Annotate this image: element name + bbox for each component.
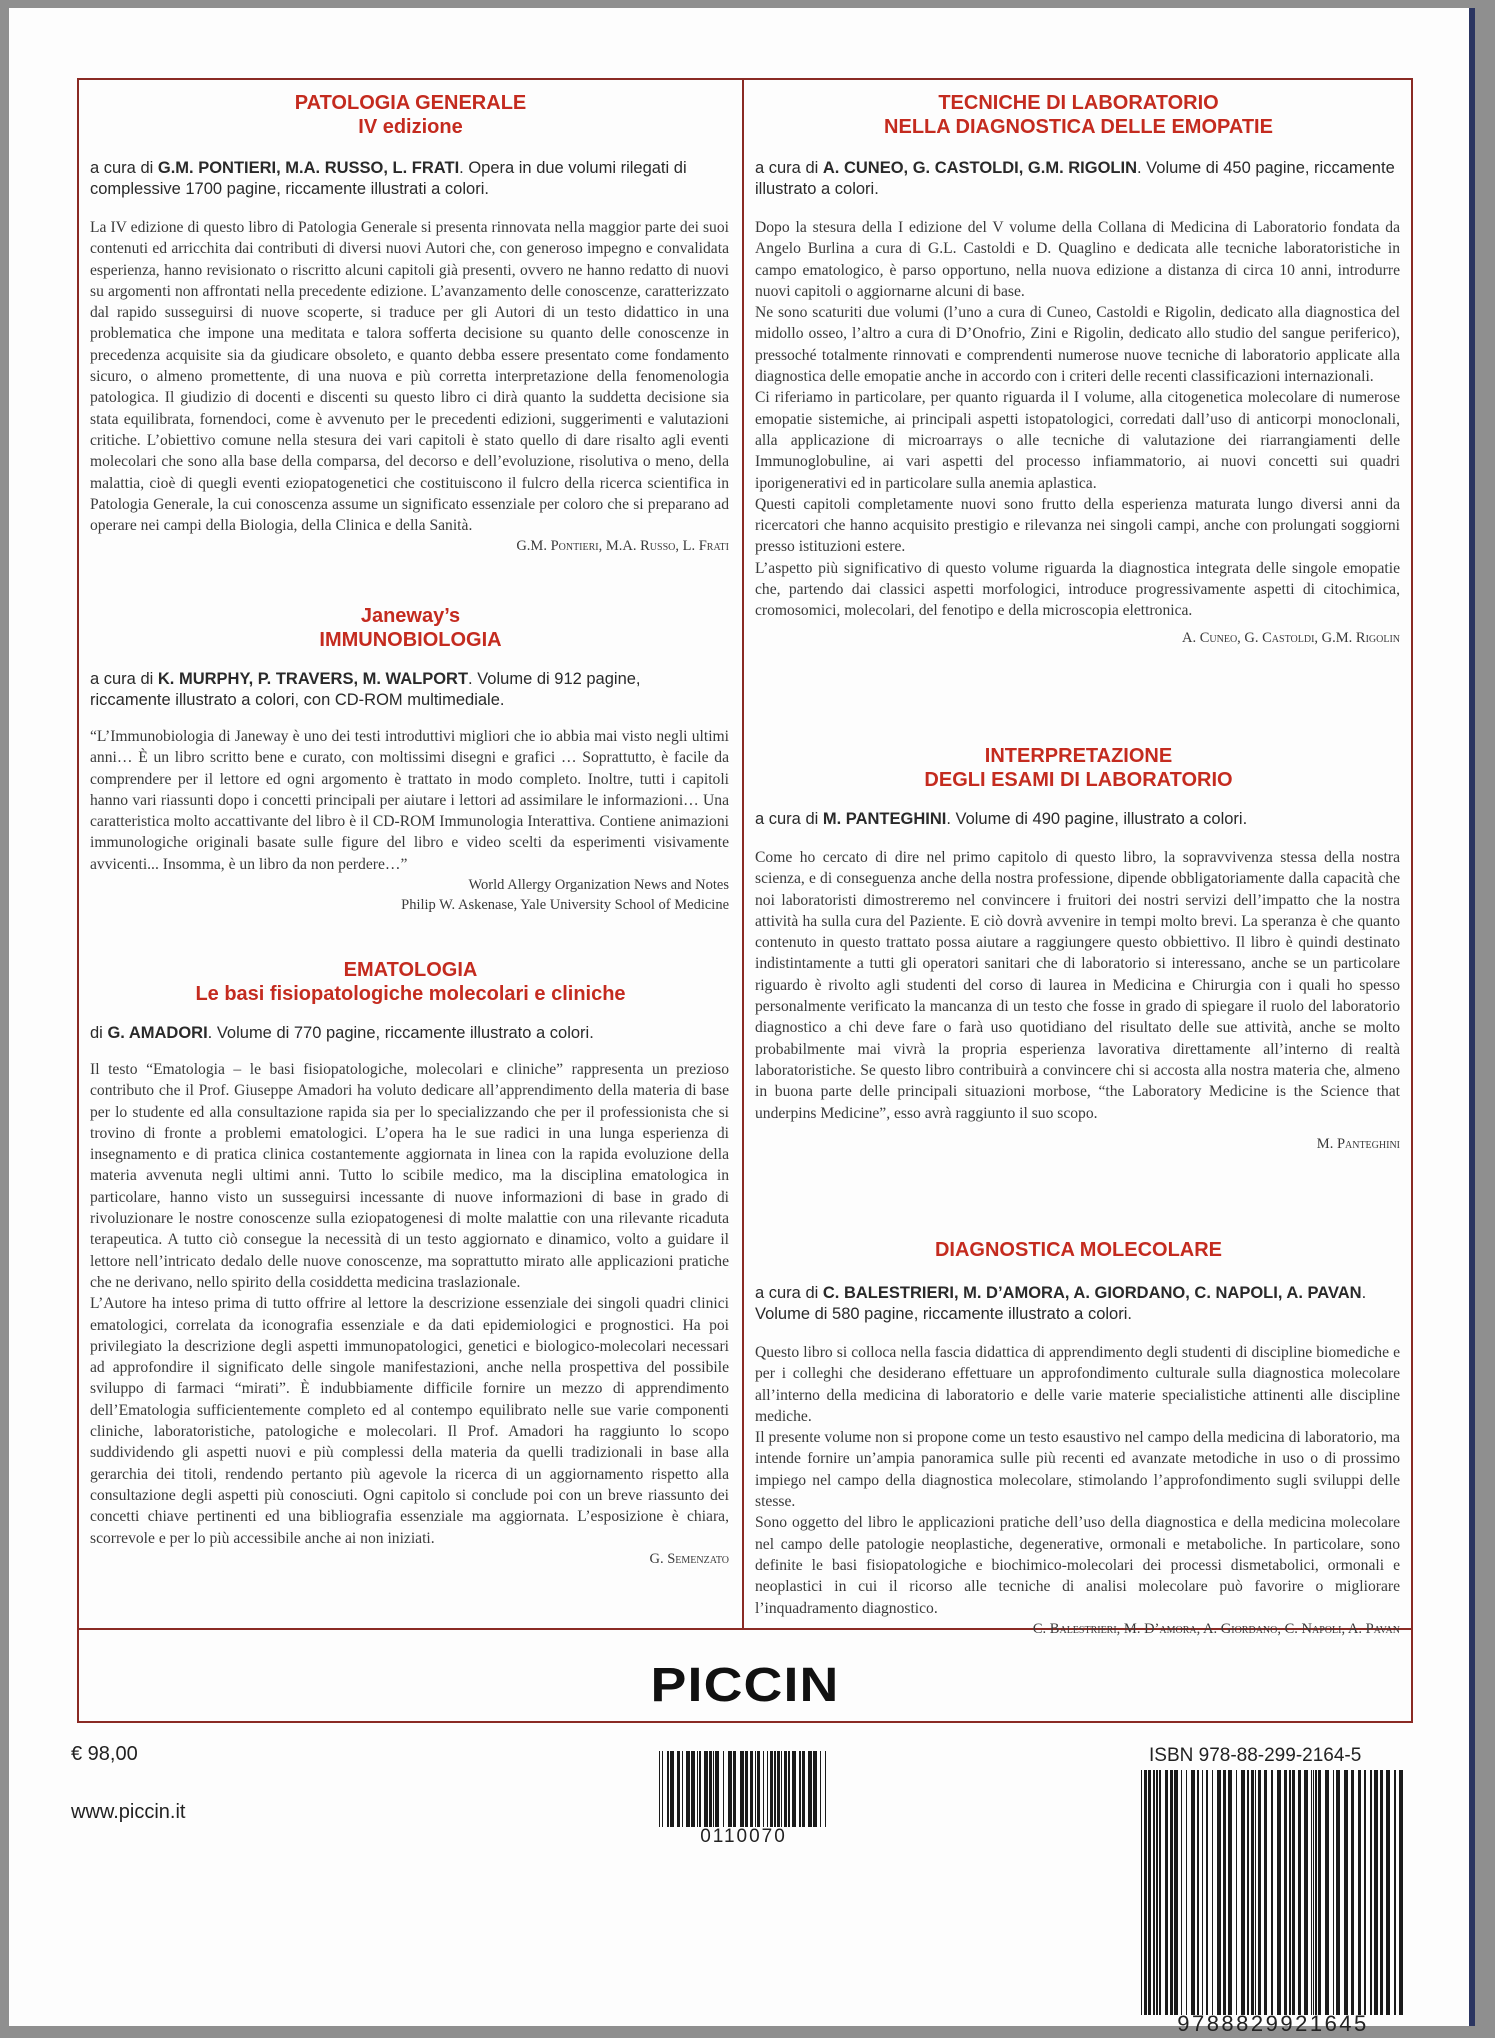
barcode-bar (755, 1751, 756, 1827)
byline-authors: G.M. PONTIERI, M.A. RUSSO, L. FRATI (157, 159, 460, 177)
barcode-bar (1144, 1770, 1147, 2015)
barcode-bar (1380, 1770, 1383, 2015)
book-byline (744, 158, 1413, 200)
barcode-bar (792, 1751, 796, 1827)
byline-prefix: a cura di (755, 1284, 823, 1302)
barcode-bar (799, 1751, 801, 1827)
barcode-bar (1364, 1770, 1366, 2015)
barcode-bar (788, 1751, 790, 1827)
byline-authors: A. CUNEO, G. CASTOLDI, G.M. RIGOLIN (822, 159, 1137, 177)
barcode-bar (733, 1751, 736, 1827)
barcode-bar (1399, 1770, 1403, 2015)
barcode-bar (1174, 1770, 1178, 2015)
book-description (744, 1342, 1413, 1619)
barcode-bar (1289, 1770, 1291, 2015)
barcode-bar (1344, 1770, 1348, 2015)
barcode-bar (1170, 1770, 1173, 2015)
title-line: IMMUNOBIOLOGIA (319, 629, 502, 651)
title-line: DEGLI ESAMI DI LABORATORIO (924, 769, 1233, 791)
byline-prefix: a cura di (90, 670, 158, 688)
barcode-bar (1333, 1770, 1334, 2015)
book-description (79, 1059, 742, 1549)
barcode-bar (662, 1751, 663, 1827)
barcode-bar (1159, 1770, 1161, 2015)
byline-prefix: a cura di (755, 159, 823, 177)
byline-details: . Volume di 450 pagine, riccamente illustrato a colori. (755, 159, 1395, 198)
signature: Philip W. Askenase, Yale University School of Medicine (401, 897, 729, 914)
description-paragraph: Il testo “Ematologia – le basi fisiopatologiche, molecolari e cliniche” rappresenta un prezioso contributo che il Prof. Giuseppe Amadori ha voluto dedicare all’apprendimento della materia di base per lo studente ed alla consultazione rapida sia per lo specializzando che per il professionista che si trovino di fronte a problemi ematologici. L’opera ha le sue radici in una lunga esperienza di insegnamento e di pratica clinica costantemente aggiornata in linea con la rapida evoluzione della materia avvenuta negli ultimi anni. Tutto lo scibile medico, ma la disciplina ematologica in particolare, hanno visto un susseguirsi incessante di nuove informazioni di base in grado di rivoluzionare le nostre conoscenze sulla eziopatogenesi di molte malattie con una rilevante ricaduta terapeutica. A tutto ciò consegue la necessità di un testo aggiornato e dinamico, volto a guidare il lettore nell’intricato dedalo delle nuove conoscenze, ma soprattutto mirato alle applicazioni pratiche che ne derivano, nello spirito della cosiddetta medicina traslazionale. (90, 1061, 729, 1291)
byline-prefix: a cura di (90, 159, 158, 177)
barcode-bar (699, 1751, 701, 1827)
website-link[interactable]: www.piccin.it (71, 1801, 186, 1823)
barcode-bar (691, 1751, 695, 1827)
description-paragraph: Questo libro si colloca nella fascia didattica di apprendimento degli studenti di discipline biomediche e per i colleghi che desiderano effettuare un approfondimento culturale sulla diagnostica molecolare all’interno della medicina di laboratorio e delle varie materie specialistiche attinenti alle discipline mediche. (755, 1344, 1400, 1425)
barcode-bar (1236, 1770, 1237, 2015)
byline-authors: M. PANTEGHINI (822, 810, 947, 828)
description-paragraph: Questi capitoli completamente nuovi sono frutto della esperienza maturata lungo diversi anni da ricercatori che hanno acquisito prestigio e rilevanza nei singoli campi, anche con prolungati soggiorni presso istituzioni estere. (755, 495, 1400, 556)
title-line: Le basi fisiopatologiche molecolari e cliniche (195, 983, 626, 1005)
book-byline (79, 158, 742, 200)
barcode-bar (802, 1751, 805, 1827)
book-immunobiologia (79, 604, 742, 915)
isbn-barcode (1139, 1770, 1407, 2015)
book-patologia-generale (79, 80, 742, 556)
price: € 98,00 (71, 1743, 138, 1765)
book-description (744, 217, 1413, 622)
barcode-bar (740, 1751, 744, 1827)
barcode-bar (713, 1751, 714, 1827)
barcode-bar (813, 1751, 817, 1827)
title-line: NELLA DIAGNOSTICA DELLE EMOPATIE (884, 116, 1273, 138)
barcode-bar (1264, 1770, 1267, 2015)
barcode-bar (677, 1751, 680, 1827)
barcode-bar (1217, 1770, 1221, 2015)
signature: A. Cuneo, G. Castoldi, G.M. Rigolin (1182, 629, 1400, 646)
title-line: PATOLOGIA GENERALE (294, 92, 527, 114)
description-paragraph: L’aspetto più significativo di questo volume riguarda la diagnostica integrata delle singole emopatie che, partendo dai classici aspetti morfologici, introduce progressivamente aspetti di citochimica, cromosomici, molecolari, del fenotipo e della microscopia elettronica. (755, 559, 1400, 620)
barcode-bar (1374, 1770, 1378, 2015)
book-diagnostica-molecolare (744, 1238, 1413, 1639)
barcode-bar (763, 1751, 764, 1827)
barcode-bar (1304, 1770, 1308, 2015)
internal-code-barcode (657, 1751, 830, 1827)
description-paragraph: La IV edizione di questo libro di Patologia Generale si presenta rinnovata nella maggior parte dei suoi contenuti ed arricchita dai contributi di diversi nuovi Autori che, con generoso impegno e convalidata esperienza, hanno revisionato o riscritto alcuni capitoli già presenti, ovvero ne hanno redatto di nuovi su argomenti non affrontati nella precedente edizione. L’avanzamento delle conoscenze, caratterizzato dal rapido susseguirsi di nuove scoperte, si traduce per gli Autori di un testo didattico in una problematica che impone una meditata e talora sofferta decisione su quanto delle conoscenze in precedenza acquisite sia da giudicare obsoleto, e quanto debba essere presentato come fondamento sicuro, o almeno promettente, di una nuova e più corretta interpretazione della fenomenologia patologica. Il giudizio di docenti e discenti su questo libro ci dirà quanto la suddetta decisione sia stata equilibrata, fornendoci, come è avvenuto per le precedenti edizioni, suggerimenti e valutazioni critiche. L’obiettivo comune nella stesura dei vari capitoli è stato quello di dare risalto agli eventi molecolari che sono alla base della comparsa, del decorso e dell’evoluzione, risolutiva o meno, della malattia, cioè di quegli eventi eziopatogenetici che costituiscono il fulcro della ricerca scientifica in Patologia Generale, la cui conoscenza assume un significato essenziale per coloro che si preparano ad operare nei campi della Biologia, della Clinica e della Sanità. (90, 219, 729, 535)
publisher-logo: PICCIN (650, 1659, 840, 1712)
barcode-bar (728, 1751, 732, 1827)
barcode-bar (1247, 1770, 1249, 2015)
book-description (79, 726, 742, 875)
title-line: EMATOLOGIA (343, 959, 478, 981)
description-paragraph: L’Autore ha inteso prima di tutto offrire al lettore la descrizione essenziale dei singoli quadri clinici ematologici, correlata da iconografia essenziale e da dati epidemiologici e prognostici. Ha poi privilegiato la descrizione degli aspetti immunopatologici, genetici e biologico-molecolari necessari ad approfondire il significato delle singole manifestazioni, anche nella prospettiva del possibile sviluppo di farmaci “mirati”. È indubbiamente difficile fornire un mezzo di apprendimento dell’Ematologia sufficientemente completo ed al contempo equilibrato nelle sue varie componenti cliniche, laboratoristiche, patologiche e molecolari. Il Prof. Amadori ha raggiunto lo scopo suddividendo gli aspetti nuovi e più complessi della materia da quelli tradizionali in base alla gerarchia dei titoli, rendendo pertanto più agevole la ricerca di un aggiornamento rispetto alla consultazione degli aspetti più conosciuti. Ogni capitolo si conclude poi con un breve riassunto dei concetti chiave pertinenti ed una bibliografia essenziale ma aggiornata. L’esposizione è chiara, scorrevole e per lo più accessibile anche ai non iniziati. (90, 1295, 729, 1547)
book-tecniche-di-laboratorio (744, 80, 1413, 648)
barcode-bar (1358, 1770, 1361, 2015)
title-line: Janeway’s (360, 605, 461, 627)
barcode-bar (757, 1751, 760, 1827)
barcode-bar (1153, 1770, 1155, 2015)
book-title (79, 604, 742, 652)
barcode-bar (770, 1751, 773, 1827)
barcode-bar (1191, 1770, 1195, 2015)
barcode-bar (1386, 1770, 1390, 2015)
isbn-label: ISBN 978-88-299-2164-5 (1149, 1745, 1362, 1766)
barcode-bar (750, 1751, 753, 1827)
barcode-bar (1258, 1770, 1261, 2015)
book-description (744, 847, 1413, 1124)
barcode-bar (1311, 1770, 1312, 2015)
barcode-bar (709, 1751, 712, 1827)
barcode-bar (1202, 1770, 1203, 2015)
book-title (744, 80, 1413, 139)
barcode-bar (723, 1751, 724, 1827)
byline-details: . Volume di 490 pagine, illustrato a colori. (946, 810, 1248, 828)
barcode-bar (1370, 1770, 1372, 2015)
barcode-bar (1313, 1770, 1314, 2015)
barcode-bar (1156, 1770, 1158, 2015)
book-byline (744, 1283, 1413, 1325)
barcode-bar (1318, 1770, 1321, 2015)
barcode-bar (704, 1751, 708, 1827)
byline-authors: C. BALESTRIERI, M. D’AMORA, A. GIORDANO, C. NAPOLI, A. PAVAN (822, 1284, 1362, 1302)
barcode-bar (1336, 1770, 1340, 2015)
byline-authors: G. AMADORI (107, 1024, 208, 1042)
barcode-bar (1255, 1770, 1256, 2015)
byline-prefix: a cura di (755, 810, 823, 828)
book-title (79, 80, 742, 139)
barcode-bar (781, 1751, 782, 1827)
barcode-bar (1148, 1770, 1151, 2015)
title-line: IV edizione (358, 116, 463, 138)
barcode-bar (745, 1751, 748, 1827)
barcode-bar (1325, 1770, 1329, 2015)
book-title (79, 958, 742, 1006)
title-line: TECNICHE DI LABORATORIO (938, 92, 1219, 114)
barcode-bar (659, 1751, 660, 1827)
barcode-bar (667, 1751, 669, 1827)
barcode-bar (1141, 1770, 1142, 2015)
barcode-bar (1351, 1770, 1354, 2015)
barcode-bar (1241, 1770, 1245, 2015)
barcode-bar (1206, 1770, 1208, 2015)
barcode-bar (715, 1751, 719, 1827)
isbn-barcode-digits: 9788829921645 (1177, 2011, 1369, 2036)
barcode-bar (820, 1751, 821, 1827)
barcode-bar (1251, 1770, 1254, 2015)
barcode-bar (1277, 1770, 1281, 2015)
barcode-bar (1292, 1770, 1295, 2015)
byline-details: . Volume di 770 pagine, riccamente illustrato a colori. (207, 1024, 594, 1042)
book-byline (744, 809, 1413, 830)
catalog-frame (77, 78, 1413, 1723)
description-paragraph: Ci riferiamo in particolare, per quanto riguarda il I volume, alla citogenetica molecolare di numerose emopatie sistemiche, ai principali aspetti istopatologici, corredati dall’uso di anticorpi monoclonali, alla applicazione di microarrays o alle tecniche di valutazione dei riarrangiamenti delle Immunoglobuline, ai vari aspetti del processo infiammatorio, ai nuovi concetti sui quadri iporigenerativi ed in particolare sulla anemia aplastica. (755, 389, 1400, 492)
barcode-bar (1298, 1770, 1301, 2015)
signature: World Allergy Organization News and Notes (468, 877, 729, 894)
barcode-bar (1223, 1770, 1226, 2015)
barcode-bar (767, 1751, 768, 1827)
signature: G.M. Pontieri, M.A. Russo, L. Frati (516, 538, 729, 555)
book-title (744, 1238, 1413, 1262)
title-line: INTERPRETAZIONE (984, 745, 1173, 767)
book-title (744, 744, 1413, 792)
title-line: DIAGNOSTICA MOLECOLARE (934, 1239, 1223, 1261)
byline-details: . Volume di 580 pagine, riccamente illustrato a colori. (755, 1284, 1367, 1323)
description-paragraph: Il presente volume non si propone come un testo esaustivo nel campo della medicina di laboratorio, ma intende fornire un’ampia panoramica sulle più recenti ed avanzate metodiche in uso o di prossimo impiego nel campo della diagnostica molecolare, stimolando l’approfondimento sugli sviluppi delle stesse. (755, 1429, 1400, 1511)
barcode-bar (1197, 1770, 1199, 2015)
barcode-bar (774, 1751, 776, 1827)
barcode-bar (697, 1751, 698, 1827)
byline-authors: K. MURPHY, P. TRAVERS, M. WALPORT (157, 670, 469, 688)
barcode-bar (1228, 1770, 1232, 2015)
book-back-cover (9, 8, 1475, 2036)
barcode-bar (670, 1751, 674, 1827)
description-paragraph: Ne sono scaturiti due volumi (l’uno a cura di Cuneo, Castoldi e Rigolin, dedicato alla diagnostica del midollo osseo, l’altro a cura di D’Onofrio, Zini e Rigolin, dedicato allo studio del sangue periferico), pressoché totalmente rinnovati e comprendenti numerose nuove tecniche di laboratorio applicate alla diagnostica delle emopatie anche in accordo con i criteri delle recenti classificazioni internazionali. (755, 304, 1400, 386)
book-description (79, 217, 742, 536)
signature: G. Semenzato (649, 1550, 729, 1567)
barcode-bar (784, 1751, 787, 1827)
signature: C. Balestrieri, M. D’amora, A. Giordano, C. Napoli, A. Pavan (1032, 1620, 1400, 1637)
barcode-bar (777, 1751, 780, 1827)
barcode-bar (1394, 1770, 1396, 2015)
barcode-bar (1315, 1770, 1317, 2015)
barcode-bar (686, 1751, 690, 1827)
book-ematologia (79, 958, 742, 1569)
barcode-bar (682, 1751, 683, 1827)
book-byline (79, 669, 742, 711)
barcode-bar (808, 1751, 812, 1827)
barcode-bar (1271, 1770, 1273, 2015)
internal-code-number: 0110070 (700, 1826, 787, 1847)
signature: M. Panteghini (1316, 1135, 1400, 1152)
description-paragraph: Dopo la stesura della I edizione del V volume della Collana di Medicina di Laboratorio fondata da Angelo Burlina a cura di G.L. Castoldi e D. Quaglino e dedicata alle tecniche laboratoristiche in campo ematologico, è parso opportuno, nella nuova edizione a distanza di circa 10 anni, introdurre nuovi capitoli o aggiornarne alcuni di base. (755, 219, 1400, 300)
byline-prefix: di (90, 1024, 108, 1042)
book-interpretazione (744, 744, 1413, 1154)
description-paragraph: Come ho cercato di dire nel primo capitolo di questo libro, la sopravvivenza stessa della nostra scienza, e di conseguenza anche della nostra professione, dipende obbligatoriamente dalla capacità che noi laboratoristi dimostreremo nel convincere i fruitori dei nostri servizi dell’impatto che la nostra attività ha sulla cura del Paziente. E ciò dovrà avvenire in tempi molto brevi. La speranza è che quanto contenuto in questo trattato possa aiutare a raggiungere questo obbiettivo. Il libro è quindi destinato indistintamente a tutti gli operatori sanitari che di laboratorio si interessano, anche se un particolare riguardo è rivolto agli studenti del corso di laurea in Medicina e Chirurgia con i quali ho spesso personalmente verificato la mancanza di un testo che fosse in grado di spiegare il ruolo del laboratorio diagnostico a chi deve fare o farà uso quotidiano del risultato delle sue attività, anche se molto probabilmente mai vivrà la propria esperienza lavorativa direttamente all’interno di realtà laboratoristiche. Se questo libro contribuirà a convincere chi si accosta alla nostra materia che, almeno in buona parte delle principali situazioni morbose, “the Laboratory Medicine is the Science that underpins Medicine”, esso avrà raggiunto il suo scopo. (755, 849, 1400, 1122)
barcode-bar (825, 1751, 826, 1827)
barcode-bar (1284, 1770, 1287, 2015)
byline-details: . Volume di 912 pagine, riccamente illustrato a colori, con CD-ROM multimediale. (90, 670, 641, 709)
barcode-bar (1186, 1770, 1187, 2015)
barcode-bar (1165, 1770, 1168, 2015)
description-paragraph: Sono oggetto del libro le applicazioni pratiche dell’uso della diagnostica e della medicina molecolare nel campo delle patologie neoplastiche, degenerative, ormonali e metaboliche. In particolare, sono definite le basi fisiopatologiche e biochimico-molecolari dei processi dismetabolici, ormonali e neoplastici in cui il ricorso alle tecniche di analisi molecolare può favorire o migliorare l’inquadramento diagnostico. (755, 1514, 1400, 1617)
description-paragraph: “L’Immunobiologia di Janeway è uno dei testi introduttivi migliori che io abbia mai visto negli ultimi anni… È un libro scritto bene e curato, con moltissimi disegni e grafici … Soprattutto, è facile da comprendere per il lettore ed ogni argomento è trattato in modo completo. Inoltre, tutti i capitoli hanno vari riassunti dopo i concetti principali per aiutare i lettori ad assimilare le informazioni… Una caratteristica molto accattivante del libro è il CD-ROM Immunologia Interattiva. Contiene animazioni immunologiche originali basate sulle figure del libro e video scelti da esperimenti visivamente avvicenti... Insomma, è un libro da non perdere…” (90, 728, 729, 873)
book-byline (79, 1023, 742, 1044)
byline-details: . Opera in due volumi rilegati di complessive 1700 pagine, riccamente illustrati a colori. (90, 159, 687, 198)
barcode-bar (1212, 1770, 1213, 2015)
barcode-bar (1181, 1770, 1182, 2015)
